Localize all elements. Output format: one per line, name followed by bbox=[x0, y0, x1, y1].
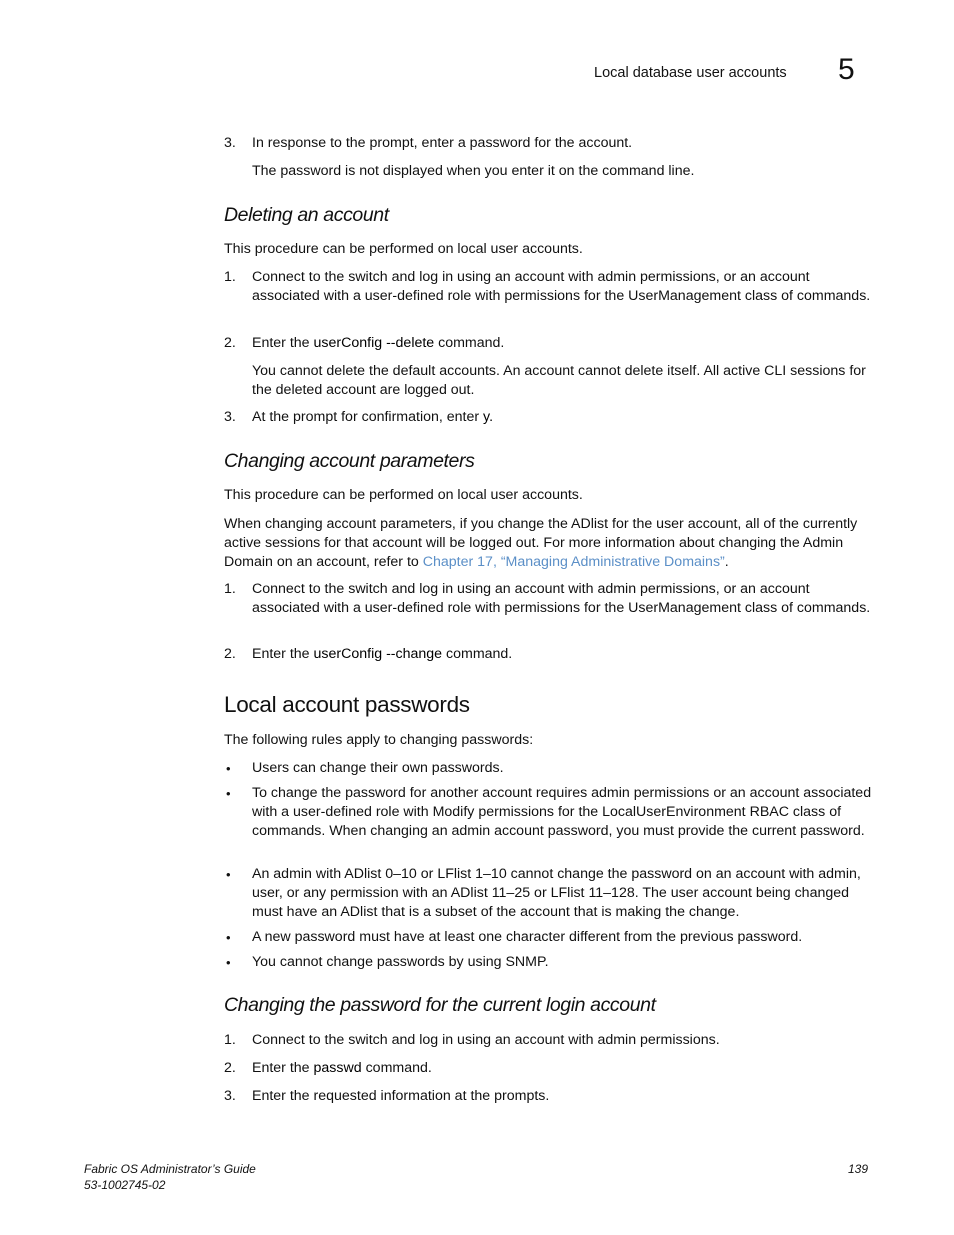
section-heading-current-login: Changing the password for the current login account bbox=[224, 994, 656, 1016]
text-run: At the prompt for confirmation, enter bbox=[252, 409, 484, 425]
footer-doc-number: 53-1002745-02 bbox=[84, 1178, 166, 1192]
step-text bbox=[252, 408, 872, 427]
step-number: 3. bbox=[224, 1088, 236, 1104]
bullet-text: You cannot change passwords by using SNMP. bbox=[252, 954, 549, 970]
chapter-link[interactable]: Chapter 17, “Managing Administrative Domains” bbox=[422, 554, 725, 570]
bullet-text: A new password must have at least one character different from the previous password. bbox=[252, 929, 803, 945]
step-number: 1. bbox=[224, 269, 236, 285]
bullet-icon: • bbox=[226, 955, 231, 970]
step-text bbox=[252, 1059, 872, 1078]
passwords-intro: The following rules apply to changing passwords: bbox=[224, 732, 534, 748]
text-run: Enter the bbox=[252, 1060, 314, 1076]
step-text bbox=[252, 334, 872, 353]
step-number: 1. bbox=[224, 1032, 236, 1048]
bullet-text: Users can change their own passwords. bbox=[252, 760, 504, 776]
step-number: 3. bbox=[224, 135, 236, 151]
bullet-icon: • bbox=[226, 867, 231, 882]
command-name: passwd bbox=[313, 1060, 362, 1076]
step-number: 2. bbox=[224, 335, 236, 351]
section-heading-passwords: Local account passwords bbox=[224, 692, 470, 717]
text-run: command. bbox=[434, 335, 505, 351]
step-text: Enter the requested information at the prompts. bbox=[252, 1088, 550, 1104]
step-text: In response to the prompt, enter a password for the account. bbox=[252, 135, 633, 151]
command-name: userConfig --delete bbox=[313, 335, 435, 351]
bullet-icon: • bbox=[226, 761, 231, 776]
chapter-number: 5 bbox=[838, 53, 855, 86]
step-note: You cannot delete the default accounts. An account cannot delete itself. All active CLI sessions for the deleted account are logged out. bbox=[252, 363, 866, 398]
text-run: When changing account parameters, if you change the ADlist for the user account, all of the currently active sessions for that account will be logged out. For more information about changing the Admin Domain on an account, refer to bbox=[224, 516, 858, 570]
text-run: Enter the bbox=[252, 335, 314, 351]
step-text: Connect to the switch and log in using an account with admin permissions. bbox=[252, 1032, 720, 1048]
text-run: . bbox=[724, 554, 729, 570]
text-run: command. bbox=[361, 1060, 432, 1076]
section-heading-deleting: Deleting an account bbox=[224, 204, 389, 226]
footer-page-number: 139 bbox=[848, 1162, 869, 1176]
step-number: 2. bbox=[224, 1060, 236, 1076]
section-heading-changing: Changing account parameters bbox=[224, 450, 475, 472]
changing-paragraph bbox=[224, 515, 874, 572]
step-number: 2. bbox=[224, 646, 236, 662]
step-note: The password is not displayed when you enter it on the command line. bbox=[252, 163, 695, 179]
step-number: 1. bbox=[224, 581, 236, 597]
command-name: y. bbox=[483, 409, 494, 425]
running-header-title: Local database user accounts bbox=[594, 65, 787, 81]
changing-intro: This procedure can be performed on local user accounts. bbox=[224, 487, 583, 503]
text-run: Enter the bbox=[252, 646, 314, 662]
step-text: Connect to the switch and log in using an account with admin permissions, or an account associated with a user-defined role with permissions for the UserManagement class of commands. bbox=[252, 581, 871, 616]
bullet-text: An admin with ADlist 0–10 or LFlist 1–10 cannot change the password on an account with admin, user, or any permission with an ADlist 11–25 or LFlist 11–128. The user account being changed must have an ADlist that is a subset of the account that is making the change. bbox=[252, 866, 861, 920]
bullet-icon: • bbox=[226, 930, 231, 945]
text-run: command. bbox=[442, 646, 513, 662]
step-text bbox=[252, 645, 872, 664]
command-name: userConfig --change bbox=[313, 646, 443, 662]
bullet-text: To change the password for another account requires admin permissions or an account associated with a user-defined role with Modify permissions for the LocalUserEnvironment RBAC class of commands. When changing an admin account password, you must provide the current password. bbox=[252, 785, 872, 839]
footer-doc-title: Fabric OS Administrator’s Guide bbox=[84, 1162, 256, 1176]
step-text: Connect to the switch and log in using an account with admin permissions, or an account associated with a user-defined role with permissions for the UserManagement class of commands. bbox=[252, 269, 871, 304]
step-number: 3. bbox=[224, 409, 236, 425]
deleting-intro: This procedure can be performed on local user accounts. bbox=[224, 241, 583, 257]
bullet-icon: • bbox=[226, 786, 231, 801]
